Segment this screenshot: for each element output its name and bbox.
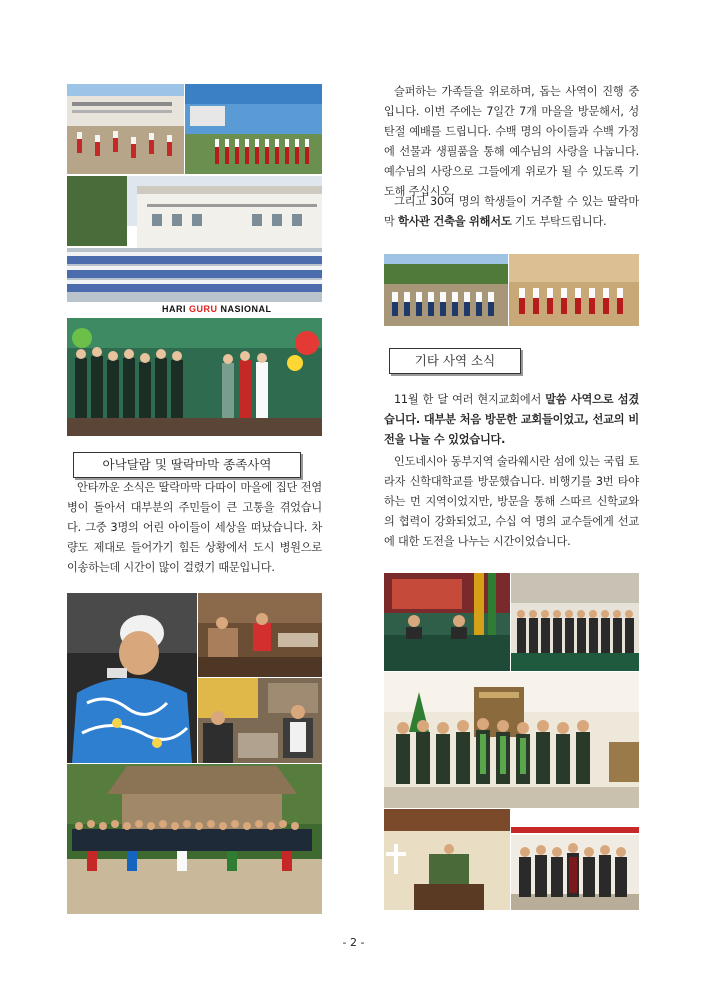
sick-child-photo [67, 593, 197, 763]
students-outdoor-photo [384, 254, 508, 326]
right-paragraph-1: 슬퍼하는 가족들을 위로하며, 돕는 사역이 진행 중입니다. 이번 주에는 7일간 7개 마을을 방문해서, 성탄절 예배를 드립니다. 수백 명의 아이들과 수백 가정에 선물과 생필품을 통해 예수님의 사랑을 나눕니다. 예수님의 사랑으로 그들에게 위로가 될 수 있도록 기도해 주십시오. [384, 85, 639, 198]
teachers-day-event-photo [185, 84, 322, 174]
church-interior-photo [384, 809, 510, 910]
page-number: - 2 - [342, 936, 365, 949]
church-group-photo [384, 672, 639, 808]
students-classroom-photo [509, 254, 639, 326]
right-paragraph-3-bold: 말씀 사역으로 섬겼습니다. 대부분 처음 방문한 교회들이었고, 선교의 비전을 나눌 수 있었습니다. [384, 393, 640, 446]
right-paragraph-4: 인도네시아 동부지역 술라웨시란 섬에 있는 국립 토라자 신학대학교를 방문했습니다. 비행기를 3번 타야 하는 먼 지역이었지만, 방문을 통해 스따르 신학교와의 협력이 강화되었고, 수십 여 명의 교수들에게 선교에 대한 도전을 나누는 시간이었습니다. [384, 455, 639, 548]
school-building-students-photo [67, 176, 322, 302]
village-group-photo [67, 764, 322, 914]
right-paragraph-2: 그리고 30여 명의 학생들이 거주할 수 있는 딸락마막 학사관 건축을 위해서도 기도 부탁드립니다. [384, 195, 639, 228]
medical-help-photo [198, 678, 322, 763]
left-paragraph: 안타까운 소식은 딸락마막 다따이 마을에 집단 전염병이 돌아서 대부분의 주민들이 큰 고통을 겪었습니다. 그중 3명의 어린 아이들이 세상을 떠났습니다. 차량도 제대로 들어가기 힘든 상황에서 도시 병원으로 이송하는데 시간이 많이 걸렸기 때문입니다. [67, 481, 322, 574]
seminary-meeting-photo [384, 573, 510, 671]
seminary-group-photo [511, 573, 639, 671]
right-paragraph-2-bold: 학사관 건축을 위해서도 [397, 215, 512, 228]
church-members-photo [511, 809, 639, 910]
school-dance-photo [67, 84, 184, 174]
section-title-anak-dalam: 아낙달람 및 딸락마막 종족사역 [73, 452, 301, 478]
village-clinic-photo [198, 593, 322, 677]
right-paragraph-3: 11월 한 달 여러 현지교회에서 말씀 사역으로 섬겼습니다. 대부분 처음 방문한 교회들이었고, 선교의 비전을 나눌 수 있었습니다. [384, 393, 640, 446]
teachers-group-photo [67, 318, 322, 436]
section-title-other-ministry: 기타 사역 소식 [389, 348, 521, 374]
hari-guru-nasional-banner: HARI GURU NASIONAL [162, 304, 272, 314]
